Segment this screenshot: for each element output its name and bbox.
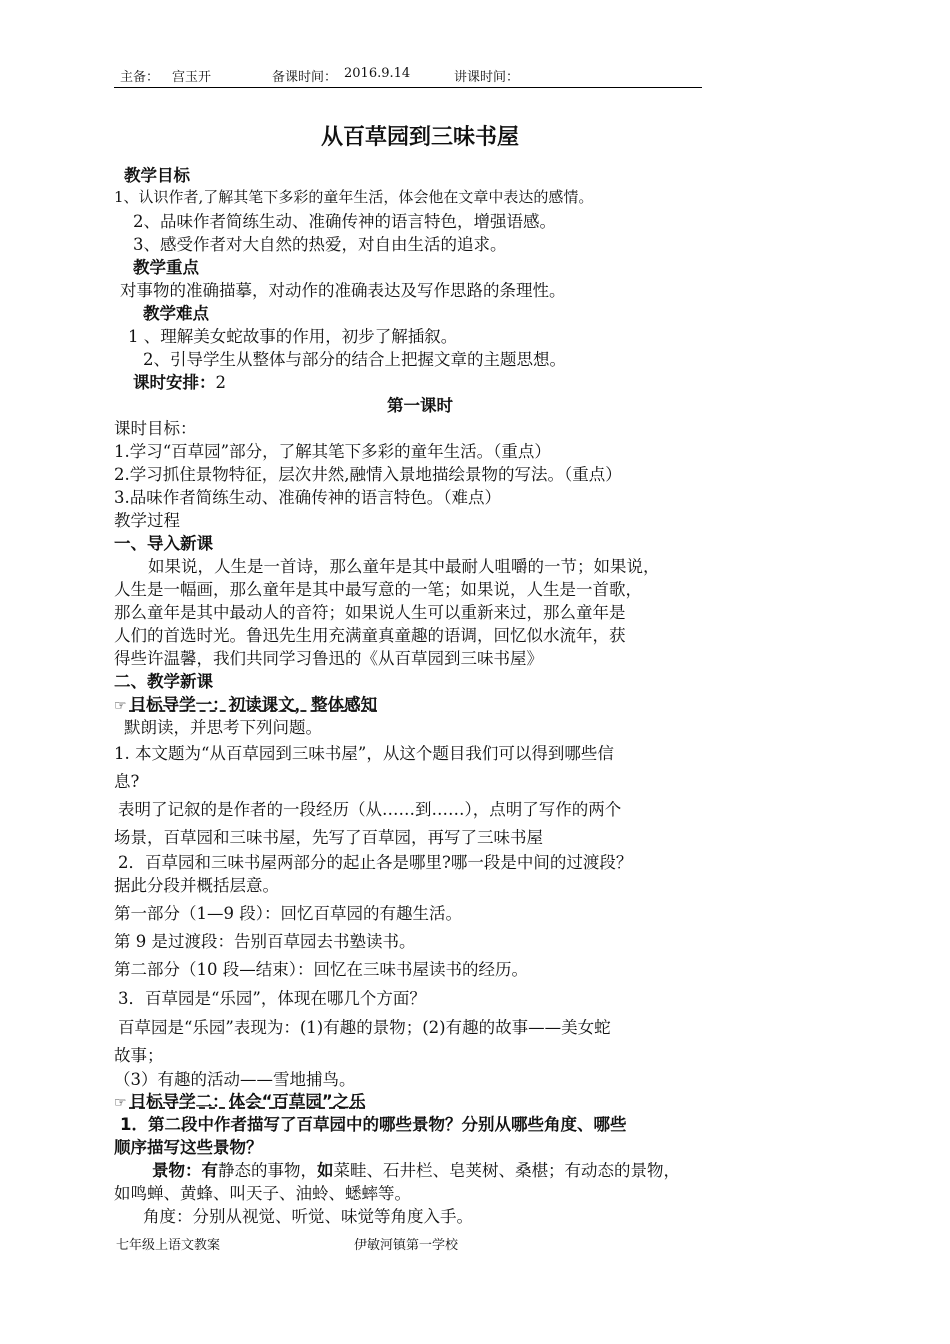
answer-line: 第 9 是过渡段：告别百草园去书塾读书。 bbox=[114, 932, 416, 951]
prep-date: 2016.9.14 bbox=[344, 66, 411, 81]
new-lesson-heading: 二、教学新课 bbox=[114, 672, 213, 691]
objectives-label: 课时目标： bbox=[114, 419, 197, 438]
objective-item: 3.品味作者简练生动、准确传神的语言特色。（难点） bbox=[114, 488, 501, 507]
schedule-value: 2 bbox=[215, 373, 226, 392]
goal-item: 1、认识作者,了解其笔下多彩的童年生活，体会他在文章中表达的感情。 bbox=[114, 188, 594, 206]
guide-two-text: 目标导学二：体会“百草园”之乐 bbox=[129, 1092, 366, 1111]
schedule bbox=[133, 369, 226, 393]
intro-line: 人们的首选时光。鲁迅先生用充满童真童趣的语调，回忆似水流年，获 bbox=[114, 626, 626, 645]
prep-time-label: 备课时间： bbox=[272, 70, 338, 85]
editor-label: 主备： bbox=[120, 70, 160, 85]
question-line: 1．第二段中作者描写了百草园中的哪些景物？分别从哪些角度、哪些 bbox=[120, 1115, 627, 1134]
question-line: 3．百草园是“乐园”，体现在哪几个方面？ bbox=[118, 989, 426, 1008]
difficulty-item: 2、引导学生从整体与部分的结合上把握文章的主题思想。 bbox=[143, 350, 566, 369]
pointing-hand-icon: ☞ bbox=[114, 698, 127, 714]
question-line: 2．百草园和三味书屋两部分的起止各是哪里?哪一段是中间的过渡段？ bbox=[118, 853, 633, 872]
scenery-line: 如鸣蝉、黄蜂、叫天子、油蛉、蟋蟀等。 bbox=[114, 1184, 411, 1203]
angle-line: 角度：分别从视觉、听觉、味觉等角度入手。 bbox=[143, 1207, 473, 1226]
intro-line: 人生是一幅画，那么童年是其中最写意的一笔；如果说，人生是一首歌， bbox=[114, 580, 642, 599]
guide-one-text: 目标导学一：初读课文，整体感知 bbox=[129, 695, 378, 714]
guide-two bbox=[114, 1088, 366, 1112]
goals-heading: 教学目标 bbox=[124, 166, 190, 185]
guide-one-instruction: 默朗读，并思考下列问题。 bbox=[124, 718, 322, 737]
schedule-label: 课时安排： bbox=[133, 373, 216, 392]
answer-line: 场景，百草园和三味书屋，先写了百草园，再写了三味书屋 bbox=[114, 828, 543, 847]
scenery-bold: 如 bbox=[317, 1161, 334, 1180]
intro-heading: 一、导入新课 bbox=[114, 534, 213, 553]
process-label: 教学过程 bbox=[114, 511, 180, 530]
intro-line: 得些许温馨，我们共同学习鲁迅的《从百草园到三味书屋》 bbox=[114, 649, 543, 668]
question-line: 据此分段并概括层意。 bbox=[114, 876, 279, 895]
answer-line: 第二部分（10 段—结束）：回忆在三味书屋读书的经历。 bbox=[114, 960, 528, 979]
answer-line: 表明了记叙的是作者的一段经历（从……到……），点明了写作的两个 bbox=[118, 800, 622, 819]
intro-line: 那么童年是其中最动人的音符；如果说人生可以重新来过，那么童年是 bbox=[114, 603, 626, 622]
key-points-text: 对事物的准确描摹，对动作的准确表达及写作思路的条理性。 bbox=[120, 281, 566, 300]
difficulties-heading: 教学难点 bbox=[143, 304, 209, 323]
key-points-heading: 教学重点 bbox=[133, 258, 199, 277]
lesson-heading: 第一课时 bbox=[387, 396, 453, 415]
intro-line: 如果说，人生是一首诗，那么童年是其中最耐人咀嚼的一节；如果说， bbox=[148, 557, 660, 576]
goal-item: 3、感受作者对大自然的热爱，对自由生活的追求。 bbox=[133, 235, 507, 254]
page-title: 从百草园到三味书屋 bbox=[320, 125, 519, 150]
answer-line: （3）有趣的活动——雪地捕鸟。 bbox=[114, 1070, 356, 1089]
scenery-line bbox=[152, 1157, 680, 1181]
question-line: 息? bbox=[114, 772, 140, 791]
guide-one bbox=[114, 691, 377, 715]
answer-line: 百草园是“乐园”表现为：(1)有趣的景物；(2)有趣的故事——美女蛇 bbox=[118, 1018, 611, 1037]
lecture-time-label: 讲课时间： bbox=[454, 70, 520, 85]
goal-item: 2、品味作者简练生动、准确传神的语言特色，增强语感。 bbox=[133, 212, 556, 231]
answer-line: 故事； bbox=[114, 1046, 164, 1065]
objective-item: 1.学习“百草园”部分，了解其笔下多彩的童年生活。（重点） bbox=[114, 442, 551, 461]
answer-line: 第一部分（1—9 段）：回忆百草园的有趣生活。 bbox=[114, 904, 462, 923]
page-header bbox=[114, 66, 702, 88]
scenery-text: 菜畦、石井栏、皂荚树、桑椹；有动态的景物， bbox=[333, 1161, 680, 1180]
difficulty-item: 1 、理解美女蛇故事的作用，初步了解插叙。 bbox=[128, 327, 458, 346]
question-line: 1. 本文题为“从百草园到三味书屋”，从这个题目我们可以得到哪些信 bbox=[114, 744, 614, 763]
question-line: 顺序描写这些景物？ bbox=[114, 1138, 263, 1157]
pointing-hand-icon: ☞ bbox=[114, 1095, 127, 1111]
scenery-label: 景物：有 bbox=[152, 1161, 218, 1180]
footer-right: 伊敏河镇第一学校 bbox=[354, 1238, 459, 1253]
footer-left: 七年级上语文教案 bbox=[116, 1238, 221, 1253]
editor-name: 宫玉开 bbox=[172, 70, 212, 85]
scenery-text: 静态的事物， bbox=[218, 1161, 317, 1180]
objective-item: 2.学习抓住景物特征，层次井然,融情入景地描绘景物的写法。（重点） bbox=[114, 465, 622, 484]
